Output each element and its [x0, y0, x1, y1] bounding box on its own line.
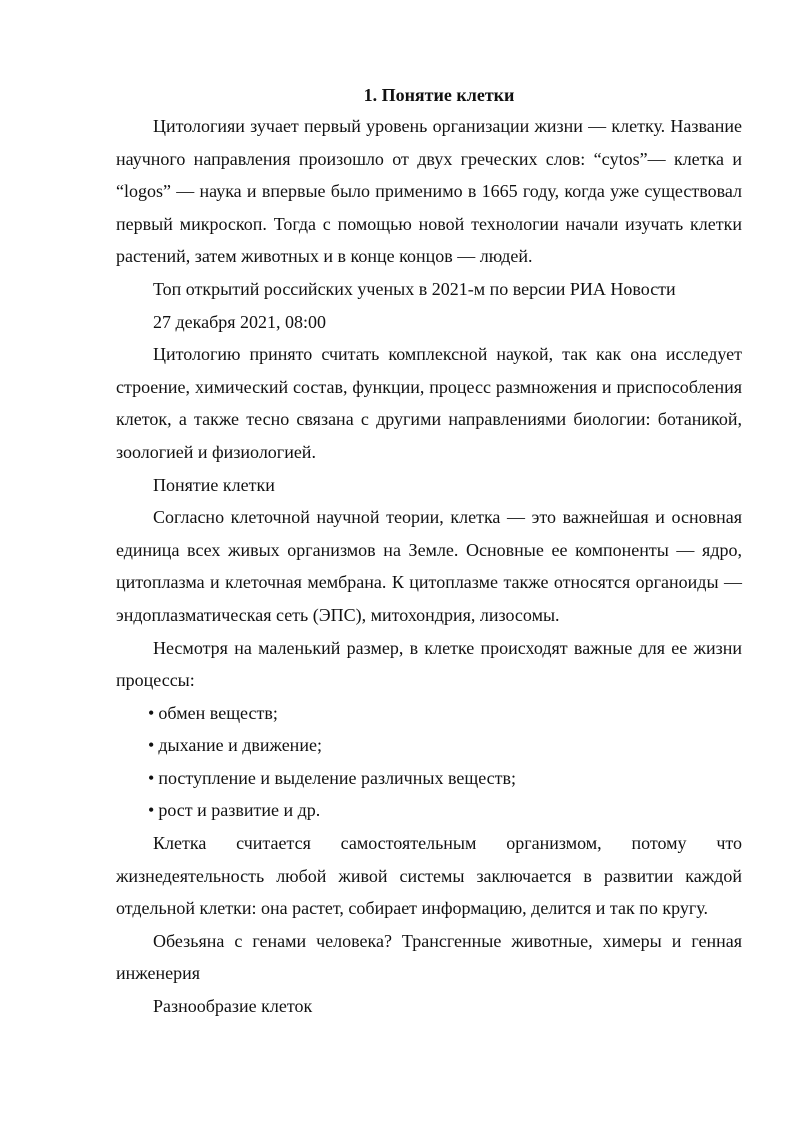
list-item-text: рост и развитие и др. [158, 800, 321, 821]
list-item [116, 794, 742, 827]
bullet-icon: • [148, 735, 155, 756]
news-link-transgenic: Обезьяна с генами человека? Трансгенные животные, химеры и генная инженерия [116, 930, 742, 984]
paragraph-processes-intro: Несмотря на маленький размер, в клетке происходят важные для ее жизни процессы: [116, 637, 742, 691]
bullet-icon: • [148, 767, 155, 788]
list-item-text: поступление и выделение различных веществ; [158, 767, 517, 788]
news-link-headline: Топ открытий российских ученых в 2021-м по версии РИА Новости [153, 278, 676, 299]
paragraph-cell-organism: Клетка считается самостоятельным организмом, потому что жизнедеятельность любой живой системы заключается в развитии каждой отдельной клетки: она растет, собирает информацию, делится и так по кругу. [116, 833, 742, 919]
bullet-icon: • [148, 800, 155, 821]
list-item-text: обмен веществ; [158, 702, 278, 723]
subheading-cell-concept: Понятие клетки [153, 474, 275, 495]
section-title: 1. Понятие клетки [363, 85, 515, 105]
paragraph-cytology: Цитологию принято считать комплексной наукой, так как она исследует строение, химический состав, функции, процесс размножения и приспособления клеток, а также тесно связана с другими направлениями биологии: ботаникой, зоологией и физиологией. [116, 344, 742, 462]
list-item [116, 697, 742, 730]
paragraph-cell-theory: Согласно клеточной научной теории, клетка — это важнейшая и основная единица всех живых организмов на Земле. Основные ее компоненты — ядро, цитоплазма и клеточная мембрана. К цитоплазме также относятся органоиды — эндоплазматическая сеть (ЭПС), митохондрия, лизосомы. [116, 507, 742, 625]
subheading-cell-diversity: Разнообразие клеток [153, 996, 313, 1017]
paragraph-intro: Цитологияи зучает первый уровень организации жизни — клетку. Название научного направления произошло от двух греческих слов: “cytos”— клетка и “logos” — наука и впервые было применимо в 1665 году, когда уже существовал первый микроскоп. Тогда с помощью новой технологии начали изучать клетки растений, затем животных и в конце концов — людей. [116, 116, 742, 267]
news-date: 27 декабря 2021, 08:00 [153, 311, 327, 332]
bullet-icon: • [148, 702, 155, 723]
list-item [116, 762, 742, 795]
list-item-text: дыхание и движение; [158, 735, 322, 756]
list-item [116, 729, 742, 762]
